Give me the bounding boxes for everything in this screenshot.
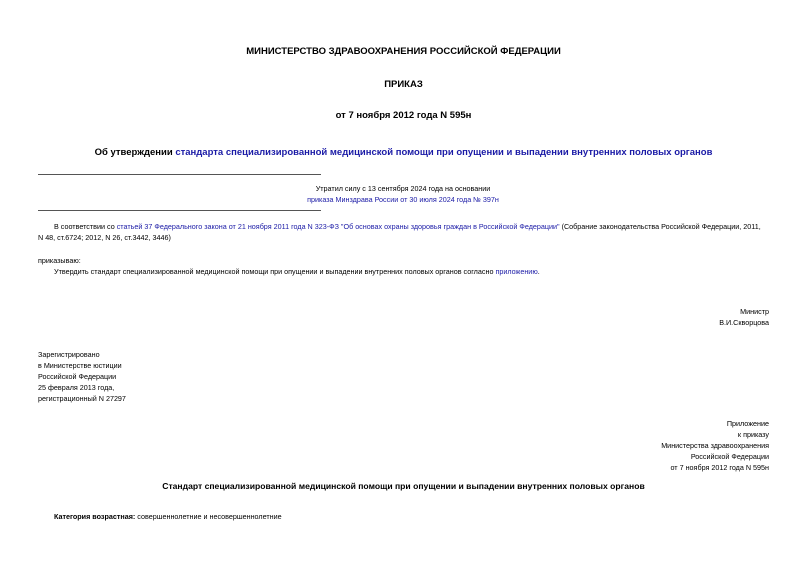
document-title xyxy=(0,147,807,158)
basis-prefix: В соответствии со xyxy=(54,222,117,231)
appendix-link[interactable]: приложению xyxy=(495,267,538,276)
registration-line: Зарегистрировано xyxy=(38,350,100,359)
appendix-line: Министерства здравоохранения xyxy=(661,441,769,450)
order-label: приказываю: xyxy=(38,256,81,265)
appendix-line: от 7 ноября 2012 года N 595н xyxy=(670,463,769,472)
repeal-notice xyxy=(38,183,768,205)
order-block xyxy=(38,255,768,277)
age-category-value: совершеннолетние и несовершеннолетние xyxy=(135,512,282,521)
federal-law-link[interactable]: статьей 37 Федерального закона от 21 ноября 2011 года N 323-ФЗ "Об основах охраны здоровья граждан в Российской Федерации" xyxy=(116,222,560,231)
registration-line: 25 февраля 2013 года, xyxy=(38,383,115,392)
signature-block xyxy=(719,306,769,328)
appendix-header-block xyxy=(661,418,769,473)
registration-line: регистрационный N 27297 xyxy=(38,394,126,403)
signature-name: В.И.Скворцова xyxy=(719,318,769,327)
registration-block xyxy=(38,349,126,404)
appendix-line: Российской Федерации xyxy=(690,452,769,461)
doc-type-heading: ПРИКАЗ xyxy=(384,79,423,90)
basis-suffix: (Собрание законодательства Российской Федерации, 2011, xyxy=(559,222,761,231)
basis-line2: N 48, ст.6724; 2012, N 26, ст.3442, 3446) xyxy=(38,233,171,242)
signature-title: Министр xyxy=(740,307,769,316)
appendix-line: к приказу xyxy=(737,430,769,439)
repeal-notice-text: Утратил силу с 13 сентября 2024 года на основании xyxy=(315,184,491,193)
ministry-heading: МИНИСТЕРСТВО ЗДРАВООХРАНЕНИЯ РОССИЙСКОЙ ФЕДЕРАЦИИ xyxy=(246,46,561,57)
divider-top xyxy=(38,174,321,175)
age-category xyxy=(54,511,282,522)
registration-line: Российской Федерации xyxy=(38,372,117,381)
divider-bottom xyxy=(38,210,321,211)
doc-date-number: от 7 ноября 2012 года N 595н xyxy=(335,110,472,121)
standard-title: Стандарт специализированной медицинской помощи при опущении и выпадении внутренних половых органов xyxy=(162,481,645,491)
title-standard-link[interactable]: стандарта специализированной медицинской помощи при опущении и выпадении внутренних половых органов xyxy=(175,147,713,158)
registration-line: в Министерстве юстиции xyxy=(38,361,122,370)
title-prefix: Об утверждении xyxy=(94,147,176,158)
order-text: Утвердить стандарт специализированной медицинской помощи при опущении и выпадении внутренних половых органов согласно xyxy=(54,267,496,276)
age-category-label: Категория возрастная: xyxy=(54,512,136,521)
repeal-order-link[interactable]: приказа Минздрава России от 30 июля 2024 года № 397н xyxy=(307,195,499,204)
order-end: . xyxy=(537,267,540,276)
legal-basis-paragraph xyxy=(38,221,768,243)
appendix-line: Приложение xyxy=(726,419,769,428)
